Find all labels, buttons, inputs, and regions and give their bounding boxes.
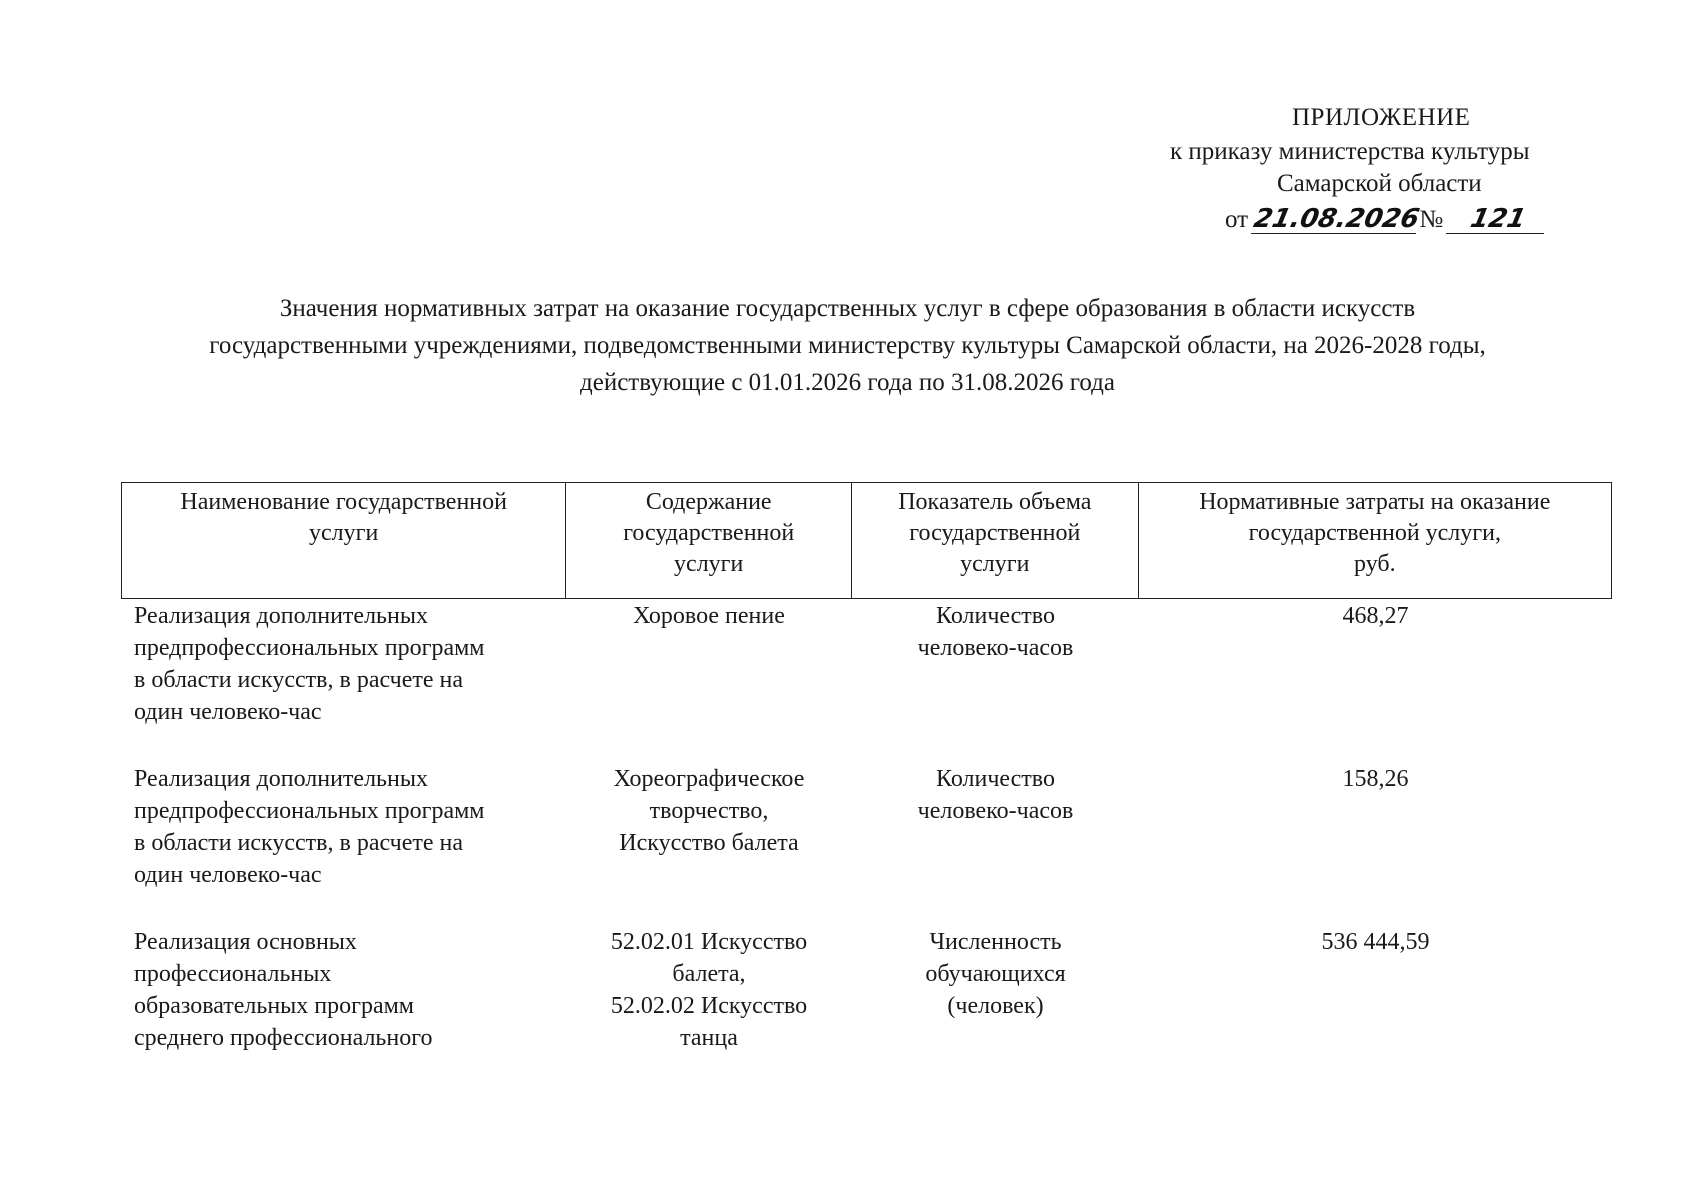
table-row bbox=[121, 763, 1612, 891]
cell-volume-indicator: Количество человеко-часов bbox=[917, 766, 1074, 824]
cell-normative-cost: 536 444,59 bbox=[1321, 929, 1430, 955]
heading-line-2: государственными учреждениями, подведомственными министерству культуры Самарской области, на 2026-2028 годы, bbox=[209, 332, 1486, 359]
header-volume-indicator: Показатель объема государственной услуги bbox=[852, 483, 1139, 598]
cell-volume-indicator: Количество человеко-часов bbox=[917, 603, 1074, 661]
cell-service-content: Хореографическое творчество, Искусство балета bbox=[613, 766, 805, 856]
table-row bbox=[121, 600, 1612, 728]
cell-service-name: Реализация дополнительных предпрофессиональных программ в области искусств, в расчете на один человеко-час bbox=[134, 766, 485, 888]
header-service-content: Содержание государственной услуги bbox=[566, 483, 852, 598]
header-normative-costs: Нормативные затраты на оказание государственной услуги, руб. bbox=[1199, 489, 1551, 577]
appendix-region-line: Самарской области bbox=[1277, 170, 1482, 197]
handwritten-date: 21.08.2026 bbox=[1251, 204, 1423, 234]
table-header bbox=[121, 482, 1612, 599]
cell-service-content: 52.02.01 Искусство балета, 52.02.02 Искусство танца bbox=[610, 929, 808, 1051]
cell-volume-indicator: Численность обучающихся (человек) bbox=[925, 929, 1066, 1019]
cell-normative-cost: 158,26 bbox=[1342, 766, 1409, 792]
handwritten-number: 121 bbox=[1446, 205, 1550, 234]
header-service-name: Наименование государственной услуги bbox=[122, 483, 566, 598]
cell-normative-cost: 468,27 bbox=[1342, 603, 1409, 629]
appendix-date-number-line bbox=[1225, 204, 1547, 236]
appendix-order-line: к приказу министерства культуры bbox=[1170, 138, 1530, 165]
heading-line-1: Значения нормативных затрат на оказание государственных услуг в сфере образования в области искусств bbox=[279, 295, 1416, 322]
cell-service-name: Реализация дополнительных предпрофессиональных программ в области искусств, в расчете на один человеко-час bbox=[134, 603, 485, 725]
heading-line-3: действующие с 01.01.2026 года по 31.08.2026 года bbox=[580, 369, 1115, 396]
number-label: № bbox=[1419, 206, 1444, 233]
appendix-title: ПРИЛОЖЕНИЕ bbox=[1292, 104, 1471, 131]
cell-service-content: Хоровое пение bbox=[633, 603, 785, 629]
from-label: от bbox=[1225, 206, 1249, 233]
table-row bbox=[121, 926, 1612, 1054]
document-heading bbox=[100, 290, 1595, 401]
cell-service-name: Реализация основных профессиональных образовательных программ среднего профессионального bbox=[134, 929, 433, 1051]
